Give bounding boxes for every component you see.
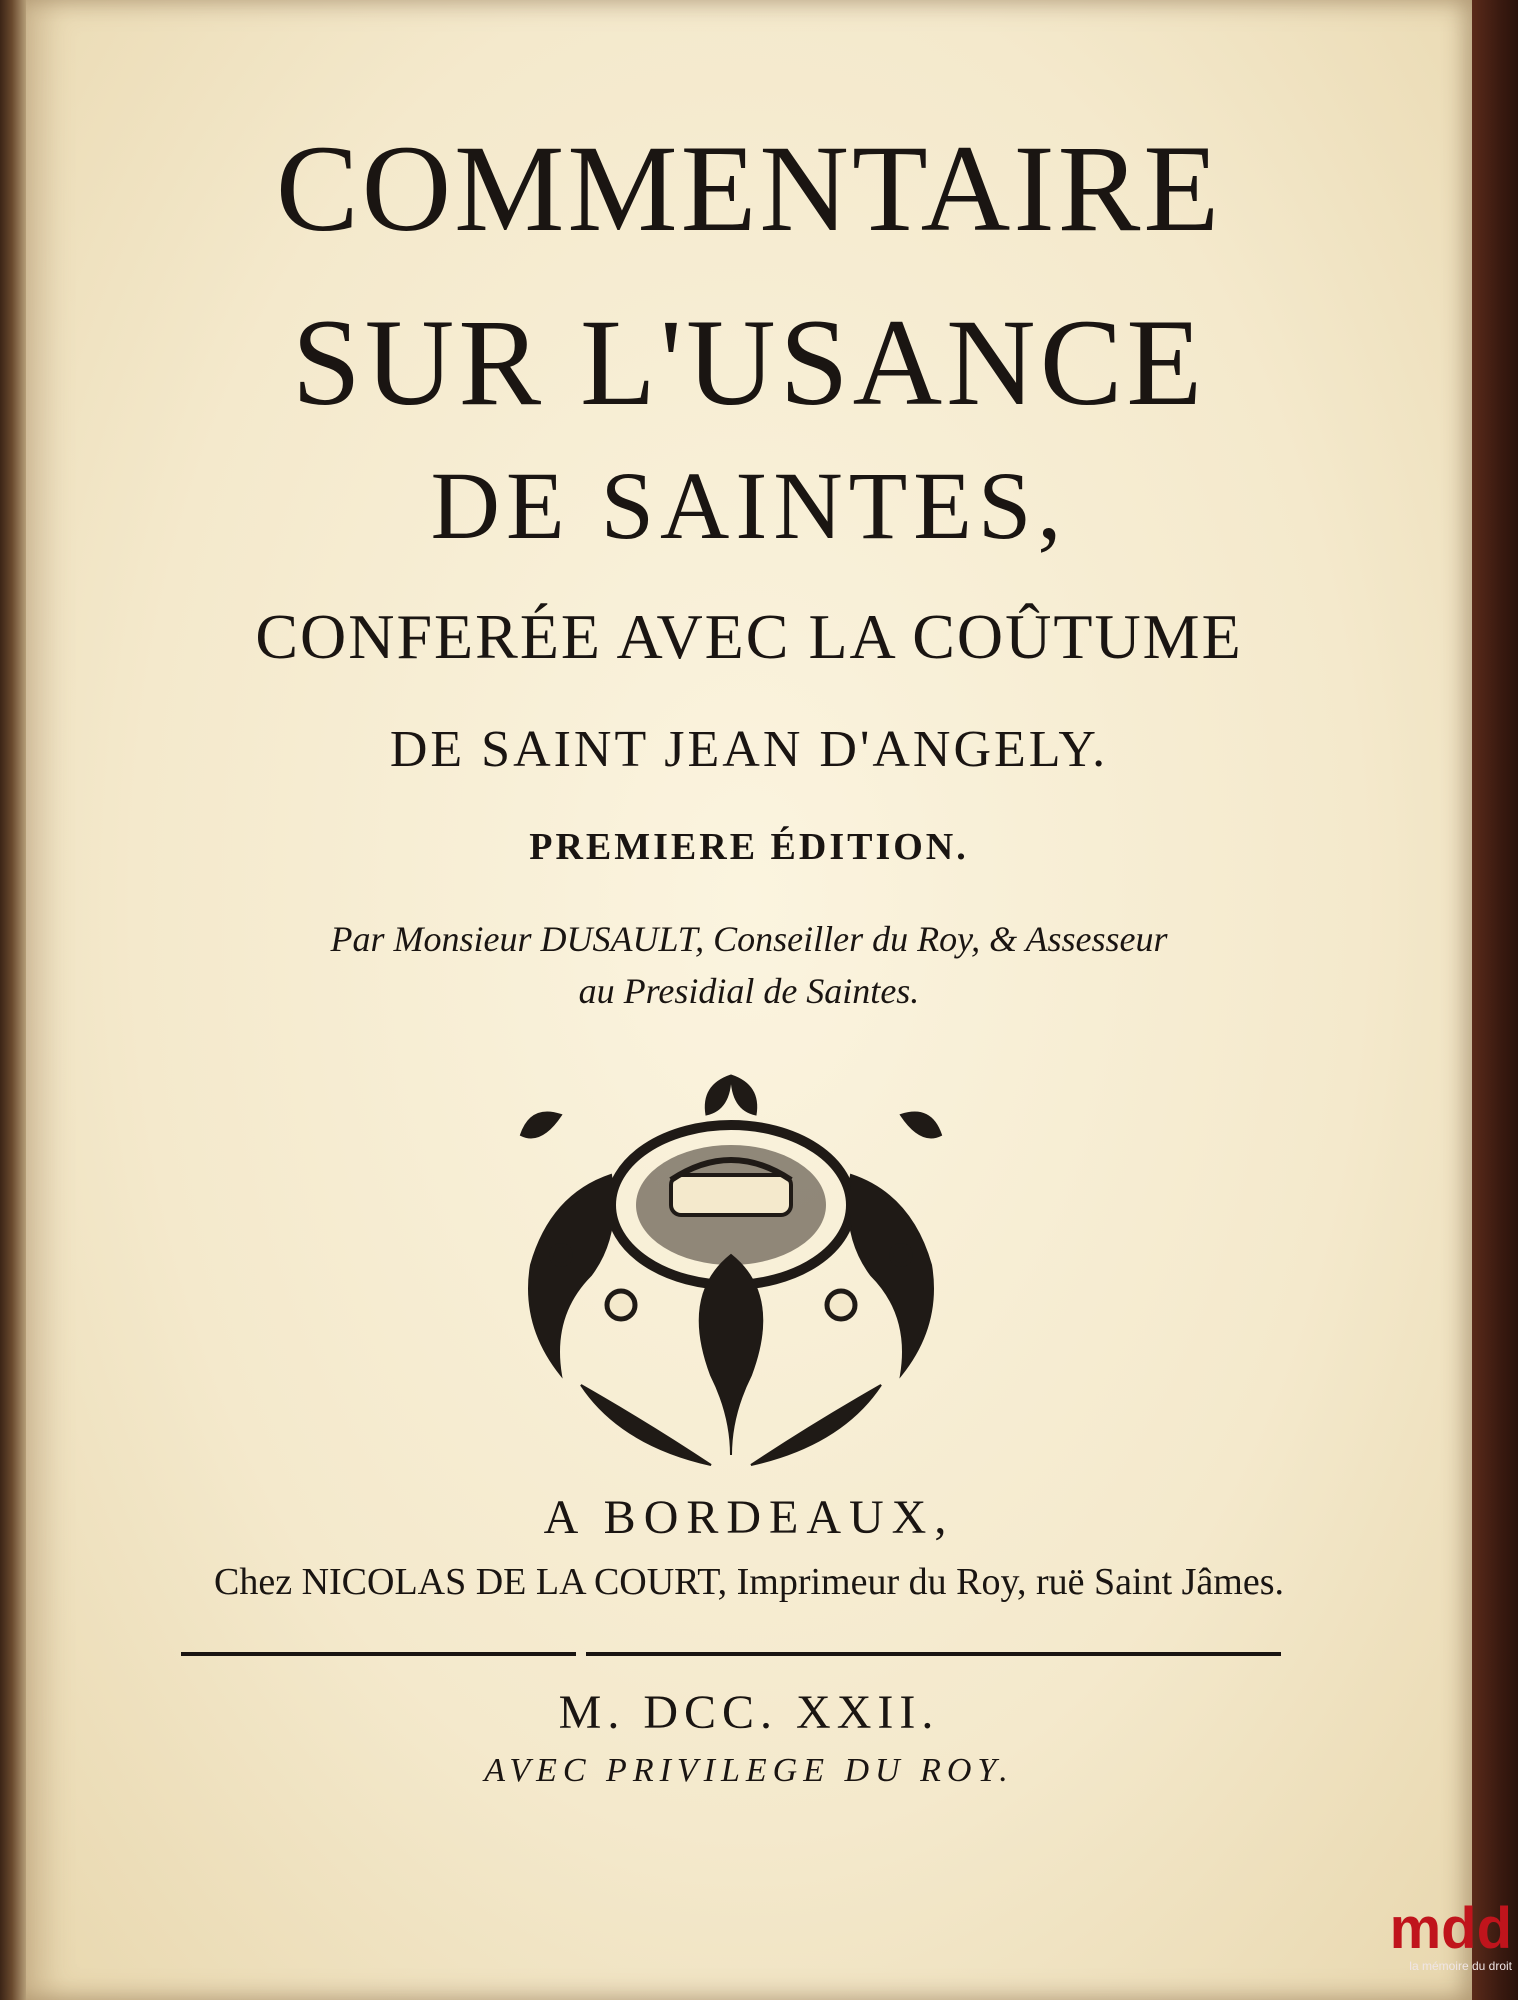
title-line-3: DE SAINTES, (430, 452, 1068, 559)
divider-rule-right (586, 1652, 1281, 1656)
title-line-2: SUR L'USANCE (291, 294, 1207, 431)
logo-mark: mdd (1389, 1896, 1512, 1961)
imprint-printer: Chez NICOLAS DE LA COURT, Imprimeur du Roy, ruë Saint Jâmes. (213, 1561, 1285, 1603)
floral-vignette-icon (501, 1055, 961, 1480)
title-page (26, 0, 1472, 2000)
watermark-logo (1362, 1896, 1512, 1990)
privilege-notice: AVEC PRIVILEGE DU ROY. (484, 1752, 1014, 1789)
author-line-2: au Presidial de Saintes. (578, 971, 920, 1011)
title-line-1: COMMENTAIRE (275, 120, 1223, 257)
divider-rule-left (181, 1652, 576, 1656)
subtitle-line-2: DE SAINT JEAN D'ANGELY. (389, 721, 1109, 778)
subtitle-line-1: CONFERÉE AVEC LA COÛTUME (255, 601, 1243, 672)
logo-tagline: la mémoire du droit (1409, 1959, 1512, 1973)
imprint-city: A BORDEAUX, (543, 1491, 955, 1544)
imprint-date: M. DCC. XXII. (558, 1686, 940, 1739)
edition-label: PREMIERE ÉDITION. (529, 826, 969, 868)
author-line-1: Par Monsieur DUSAULT, Conseiller du Roy, & Assesseur (330, 919, 1168, 959)
book-cover-edge (1472, 0, 1518, 2000)
